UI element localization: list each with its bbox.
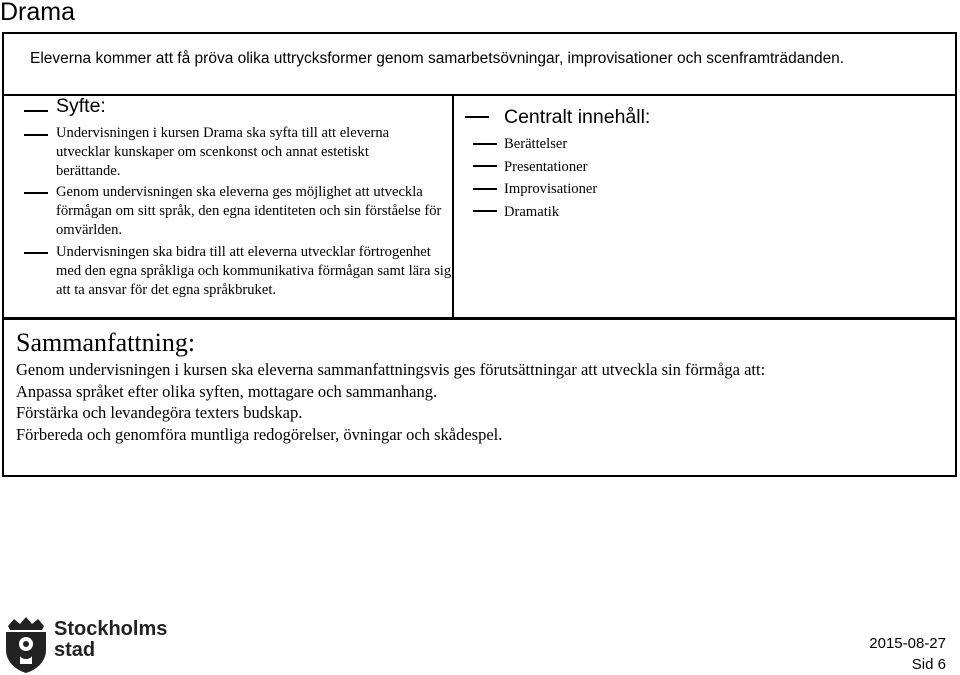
sammanfattning-heading: Sammanfattning: bbox=[16, 328, 196, 357]
bullet-dash bbox=[473, 188, 497, 190]
stockholms-stad-logo bbox=[2, 616, 182, 674]
syfte-item: Genom undervisningen ska eleverna ges möjlighet att utveckla förmågan om sitt språk, den egna identiteten och sin förståelse för omvärlden. bbox=[56, 184, 442, 238]
innehall-item: Berättelser bbox=[504, 136, 568, 152]
syfte-item: Undervisningen ska bidra till att eleverna utvecklar förtrogenhet med den egna språkliga och kommunikativa förmågan samt lära sig att ta ansvar för det egna språkbruket. bbox=[56, 244, 452, 298]
innehall-item: Improvisationer bbox=[504, 181, 598, 197]
sammanfattning-line: Anpassa språket efter olika syften, mottagare och sammanhang. bbox=[16, 382, 438, 401]
bullet-dash bbox=[24, 192, 48, 194]
centralt-innehall-section bbox=[452, 96, 957, 319]
innehall-item: Presentationer bbox=[504, 159, 588, 175]
sammanfattning-line: Förbereda och genomföra muntliga redogörelser, övningar och skådespel. bbox=[16, 425, 503, 444]
crown-shield-icon bbox=[2, 616, 50, 674]
bullet-dash bbox=[24, 134, 48, 136]
page-number: Sid 6 bbox=[911, 656, 946, 673]
bullet-dash bbox=[24, 252, 48, 254]
logo-text-line1: Stockholms bbox=[54, 618, 168, 640]
syfte-item: Undervisningen i kursen Drama ska syfta till att eleverna utvecklar kunskaper om scenkonst och annat estetiskt berättande. bbox=[56, 125, 390, 179]
sammanfattning-line: Genom undervisningen i kursen ska eleverna sammanfattningsvis ges förutsättningar att utveckla sin förmåga att: bbox=[16, 360, 766, 379]
footer-date: 2015-08-27 bbox=[869, 635, 946, 652]
page-title: Drama bbox=[0, 0, 76, 26]
bullet-dash bbox=[465, 116, 489, 118]
intro-text: Eleverna kommer att få pröva olika uttrycksformer genom samarbetsövningar, improvisationer och scenframträdanden. bbox=[30, 50, 845, 67]
bullet-dash bbox=[473, 143, 497, 145]
logo-text-line2: stad bbox=[54, 639, 96, 661]
innehall-item: Dramatik bbox=[504, 204, 560, 220]
syfte-heading: Syfte: bbox=[56, 95, 106, 117]
sammanfattning-section bbox=[2, 318, 957, 477]
syfte-section bbox=[2, 96, 454, 319]
bullet-dash bbox=[24, 110, 48, 112]
bullet-dash bbox=[473, 165, 497, 167]
sammanfattning-line: Förstärka och levandegöra texters budskap. bbox=[16, 403, 303, 422]
innehall-heading: Centralt innehåll: bbox=[504, 106, 651, 128]
bullet-dash bbox=[473, 210, 497, 212]
intro-box bbox=[2, 32, 957, 96]
